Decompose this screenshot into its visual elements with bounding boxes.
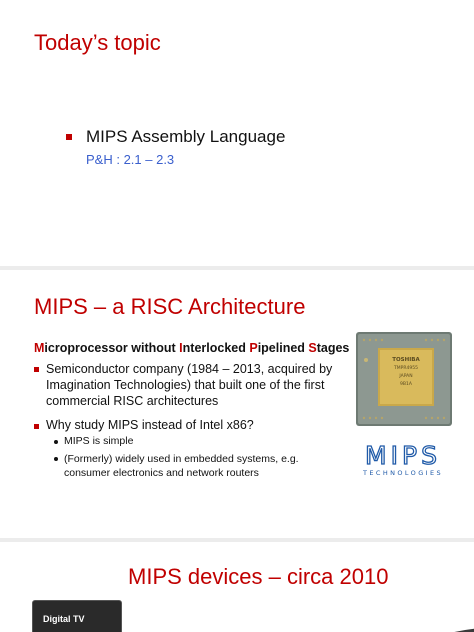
- slide-todays-topic: [0, 0, 474, 266]
- slide-title: MIPS – a RISC Architecture: [34, 294, 306, 319]
- slide-title: Today’s topic: [34, 30, 161, 55]
- device-image-edge: [380, 612, 474, 632]
- sub-bullet-dot: [54, 440, 58, 444]
- slide-title: MIPS devices – circa 2010: [128, 564, 389, 589]
- why-mips-bullet: Why study MIPS instead of Intel x86?: [46, 418, 254, 432]
- company-bullet: Semiconductor company (1984 – 2013, acquired by Imagination Technologies) that built one of the first commercial RISC architectures: [46, 362, 333, 408]
- logo-tagline: TECHNOLOGIES: [363, 469, 443, 477]
- chip-marking-4: 9B1A: [400, 382, 412, 387]
- chip-marking-3: JAPAN: [399, 374, 413, 379]
- reference-text: P&H : 2.1 – 2.3: [86, 152, 175, 167]
- bullet-marker: [34, 424, 39, 429]
- embedded-use-text: (Formerly) widely used in embedded systems, e.g. consumer electronics and network routers: [64, 453, 299, 479]
- mips-technologies-logo: [349, 442, 457, 478]
- sub-bullet-dot: [54, 457, 58, 461]
- slide-mips-risc: [0, 270, 474, 538]
- bullet-marker: [34, 367, 39, 372]
- chip-marking-2: TMPR4955: [394, 366, 418, 371]
- bullet-marker: [66, 134, 72, 140]
- mips-simple-text: MIPS is simple: [64, 435, 134, 447]
- mips-processor-chip-image: [352, 330, 456, 430]
- digital-tv-label: Digital TV: [43, 614, 85, 624]
- chip-marking-1: TOSHIBA: [392, 357, 420, 363]
- acronym-heading: Microprocessor without Interlocked Pipelined Stages: [34, 341, 350, 355]
- logo-word: MIPS: [365, 442, 441, 470]
- slide-mips-devices: [0, 542, 474, 632]
- topic-bullet: MIPS Assembly Language: [86, 127, 286, 146]
- digital-tv-label-box: [32, 600, 122, 632]
